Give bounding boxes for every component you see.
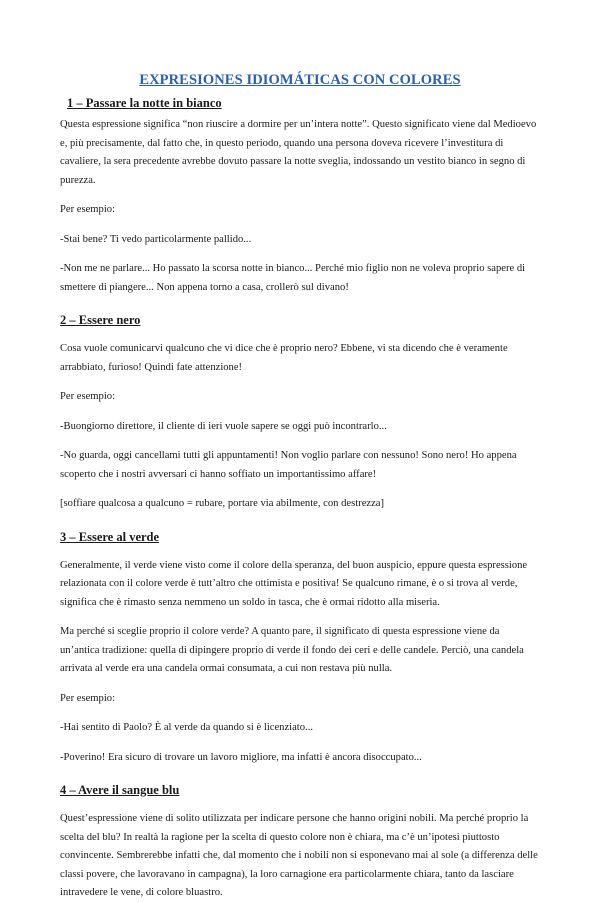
- paragraph: Quest’espressione viene di solito utilizzata per indicare persone che hanno origini nobili. Ma perché proprio la scelta del blu? In realtà la ragione per la scelta di questo colore non è chiara, ma c’è un’ipotesi piuttosto convincente. Sembrerebbe infatti che, dal momento che i nobili non si esponevano mai al sole (a differenza delle classi povere, che lavoravano in campagna), la loro carnagione era particolarmente chiara, tanto da lasciare intravedere le vene, di colore bluastro.: [60, 813, 538, 898]
- paragraph: Per esempio:: [60, 204, 116, 215]
- paragraph: Ma perché si sceglie proprio il colore verde? A quanto pare, il significato di questa espressione viene da un’antica tradizione: quella di dipingere proprio di verde il fondo dei ceri e delle candele. Perciò, una candela arrivata al verde era una candela ormai consumata, a cui non restava più nulla.: [60, 626, 524, 674]
- section-heading: 3 – Essere al verde: [60, 529, 160, 544]
- paragraph: Per esempio:: [60, 391, 116, 402]
- section-heading: 1 – Passare la notte in bianco: [67, 96, 222, 110]
- paragraph: -No guarda, oggi cancellami tutti gli appuntamenti! Non voglio parlare con nessuno! Sono nero! Ho appena scoperto che i nostri avversari ci hanno soffiato un importantissimo affare!: [60, 450, 517, 480]
- section-2: [60, 313, 540, 514]
- paragraph: Per esempio:: [60, 692, 116, 704]
- section-1: [60, 96, 540, 297]
- paragraph: Cosa vuole comunicarvi qualcuno che vi dice che è proprio nero? Ebbene, vi sta dicendo che è veramente arrabbiato, furioso! Quindi fate attenzione!: [60, 343, 508, 373]
- section-4: [60, 783, 540, 903]
- section-3: [60, 530, 540, 768]
- paragraph: -Poverino! Era sicuro di trovare un lavoro migliore, ma infatti è ancora disoccupato...: [60, 751, 422, 763]
- section-heading: 2 – Essere nero: [60, 313, 141, 327]
- paragraph: [soffiare qualcosa a qualcuno = rubare, portare via abilmente, con destrezza]: [60, 498, 385, 509]
- paragraph: -Non me ne parlare... Ho passato la scorsa notte in bianco... Perché mio figlio non ne voleva proprio sapere di smettere di piangere... Non appena torno a casa, crollerò sul divano!: [60, 263, 526, 293]
- section-heading: 4 – Avere il sangue blu: [60, 783, 180, 797]
- paragraph: Questa espressione significa “non riuscire a dormire per un’intera notte”. Questo significato viene dal Medioevo e, più precisamente, dal fatto che, in questo periodo, quando una persona doveva ricevere l’investitura di cavaliere, la sera precedente avrebbe dovuto passare la notte sveglia, indossando un vestito bianco in segno di purezza.: [60, 119, 537, 186]
- paragraph: -Stai bene? Ti vedo particolarmente pallido...: [60, 233, 252, 245]
- paragraph: -Buongiorno direttore, il cliente di ieri vuole sapere se oggi può incontrarlo...: [60, 420, 387, 432]
- paragraph: Generalmente, il verde viene visto come il colore della speranza, del buon auspicio, eppure questa espressione relazionata con il colore verde è tutt’altro che ottimista e positiva! Se qualcuno rimane, è o si trova al verde, significa che è rimasto senza nemmeno un soldo in tasca, che è ormai ridotto alla miseria.: [60, 559, 528, 608]
- document-title: EXPRESIONES IDIOMÁTICAS CON COLORES: [139, 72, 461, 88]
- paragraph: -Hai sentito di Paolo? È al verde da quando si è licenziato...: [60, 722, 313, 733]
